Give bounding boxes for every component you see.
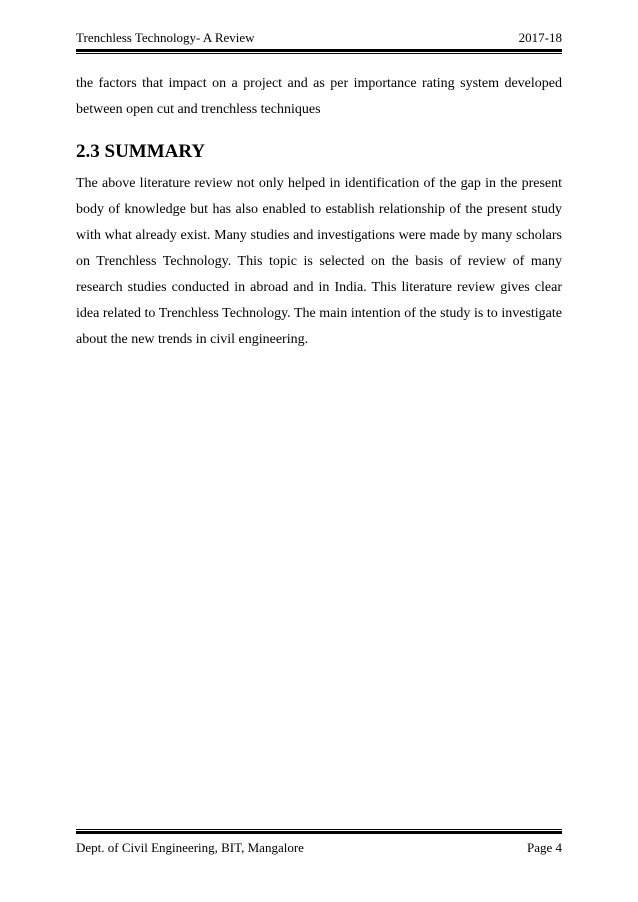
page-content bbox=[76, 71, 562, 353]
header-rule bbox=[76, 49, 562, 54]
footer-rule bbox=[76, 829, 562, 834]
summary-paragraph: The above literature review not only helped in identification of the gap in the present body of knowledge but has also enabled to establish relationship of the present study with what already exist. Many studies and investigations were made by many scholars on Trenchless Technology. This topic is selected on the basis of review of many research studies conducted in abroad and in India. This literature review gives clear idea related to Trenchless Technology. The main intention of the study is to investigate about the new trends in civil engineering. bbox=[76, 176, 562, 347]
section-heading: 2.3 SUMMARY bbox=[76, 141, 206, 162]
footer-page-number: Page 4 bbox=[526, 840, 562, 855]
footer-department: Dept. of Civil Engineering, BIT, Mangalore bbox=[76, 840, 304, 855]
page-header bbox=[76, 30, 562, 46]
header-title: Trenchless Technology- A Review bbox=[76, 30, 255, 45]
header-year: 2017-18 bbox=[518, 30, 562, 45]
intro-paragraph: the factors that impact on a project and as per importance rating system developed between open cut and trenchless techniques bbox=[76, 76, 562, 117]
page-footer bbox=[76, 840, 562, 856]
